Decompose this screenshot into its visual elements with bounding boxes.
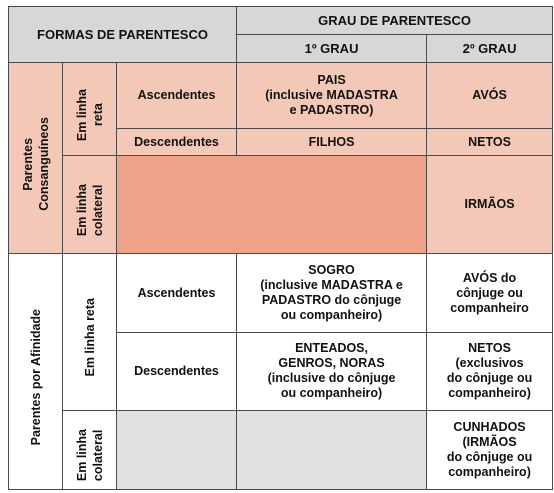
afinidade-colateral-empty-cell-1 <box>117 410 237 489</box>
consanguineos-ascendentes-grau1: PAIS (inclusive MADASTRA e PADASTRO) <box>237 63 427 129</box>
afinidade-linha-reta <box>63 254 117 410</box>
group-afinidade-label: Parentes por Afinidade <box>28 309 43 446</box>
consanguineos-ascendentes-grau2: AVÓS <box>427 63 553 129</box>
afinidade-ascendentes: Ascendentes <box>117 254 237 332</box>
afinidade-linha-colateral-label: Em linha colateral <box>74 429 105 482</box>
group-consanguineos <box>9 63 63 254</box>
consanguineos-linha-reta-label: Em linha reta <box>74 88 105 141</box>
group-afinidade <box>9 254 63 490</box>
afinidade-descendentes-grau1: ENTEADOS, GENROS, NORAS (inclusive do cônjuge ou companheiro) <box>237 332 427 410</box>
consanguineos-linha-colateral <box>63 156 117 254</box>
group-consanguineos-label: Parentes Consanguíneos <box>20 116 51 211</box>
header-formas-de-parentesco: FORMAS DE PARENTESCO <box>9 7 237 63</box>
header-grau-1: 1º GRAU <box>237 35 427 63</box>
header-grau-2: 2º GRAU <box>427 35 553 63</box>
consanguineos-linha-reta <box>63 63 117 156</box>
kinship-table-page <box>8 6 552 490</box>
consanguineos-descendentes-grau1: FILHOS <box>237 129 427 156</box>
afinidade-ascendentes-grau2: AVÓS do cônjuge ou companheiro <box>427 254 553 332</box>
afinidade-linha-reta-label: Em linha reta <box>82 298 97 377</box>
afinidade-colateral-grau2: CUNHADOS (IRMÃOS do cônjuge ou companheiro) <box>427 410 553 489</box>
consanguineos-descendentes: Descendentes <box>117 129 237 156</box>
header-grau-de-parentesco: GRAU DE PARENTESCO <box>237 7 553 35</box>
consanguineos-colateral-empty-cell <box>117 156 427 254</box>
consanguineos-ascendentes: Ascendentes <box>117 63 237 129</box>
kinship-table <box>8 6 553 490</box>
afinidade-descendentes-grau2: NETOS (exclusivos do cônjuge ou companheiro) <box>427 332 553 410</box>
afinidade-ascendentes-grau1: SOGRO (inclusive MADASTRA e PADASTRO do cônjuge ou companheiro) <box>237 254 427 332</box>
consanguineos-descendentes-grau2: NETOS <box>427 129 553 156</box>
afinidade-linha-colateral <box>63 410 117 489</box>
consanguineos-linha-colateral-label: Em linha colateral <box>74 184 105 237</box>
consanguineos-colateral-grau2: IRMÃOS <box>427 156 553 254</box>
afinidade-descendentes: Descendentes <box>117 332 237 410</box>
afinidade-colateral-empty-cell-2 <box>237 410 427 489</box>
